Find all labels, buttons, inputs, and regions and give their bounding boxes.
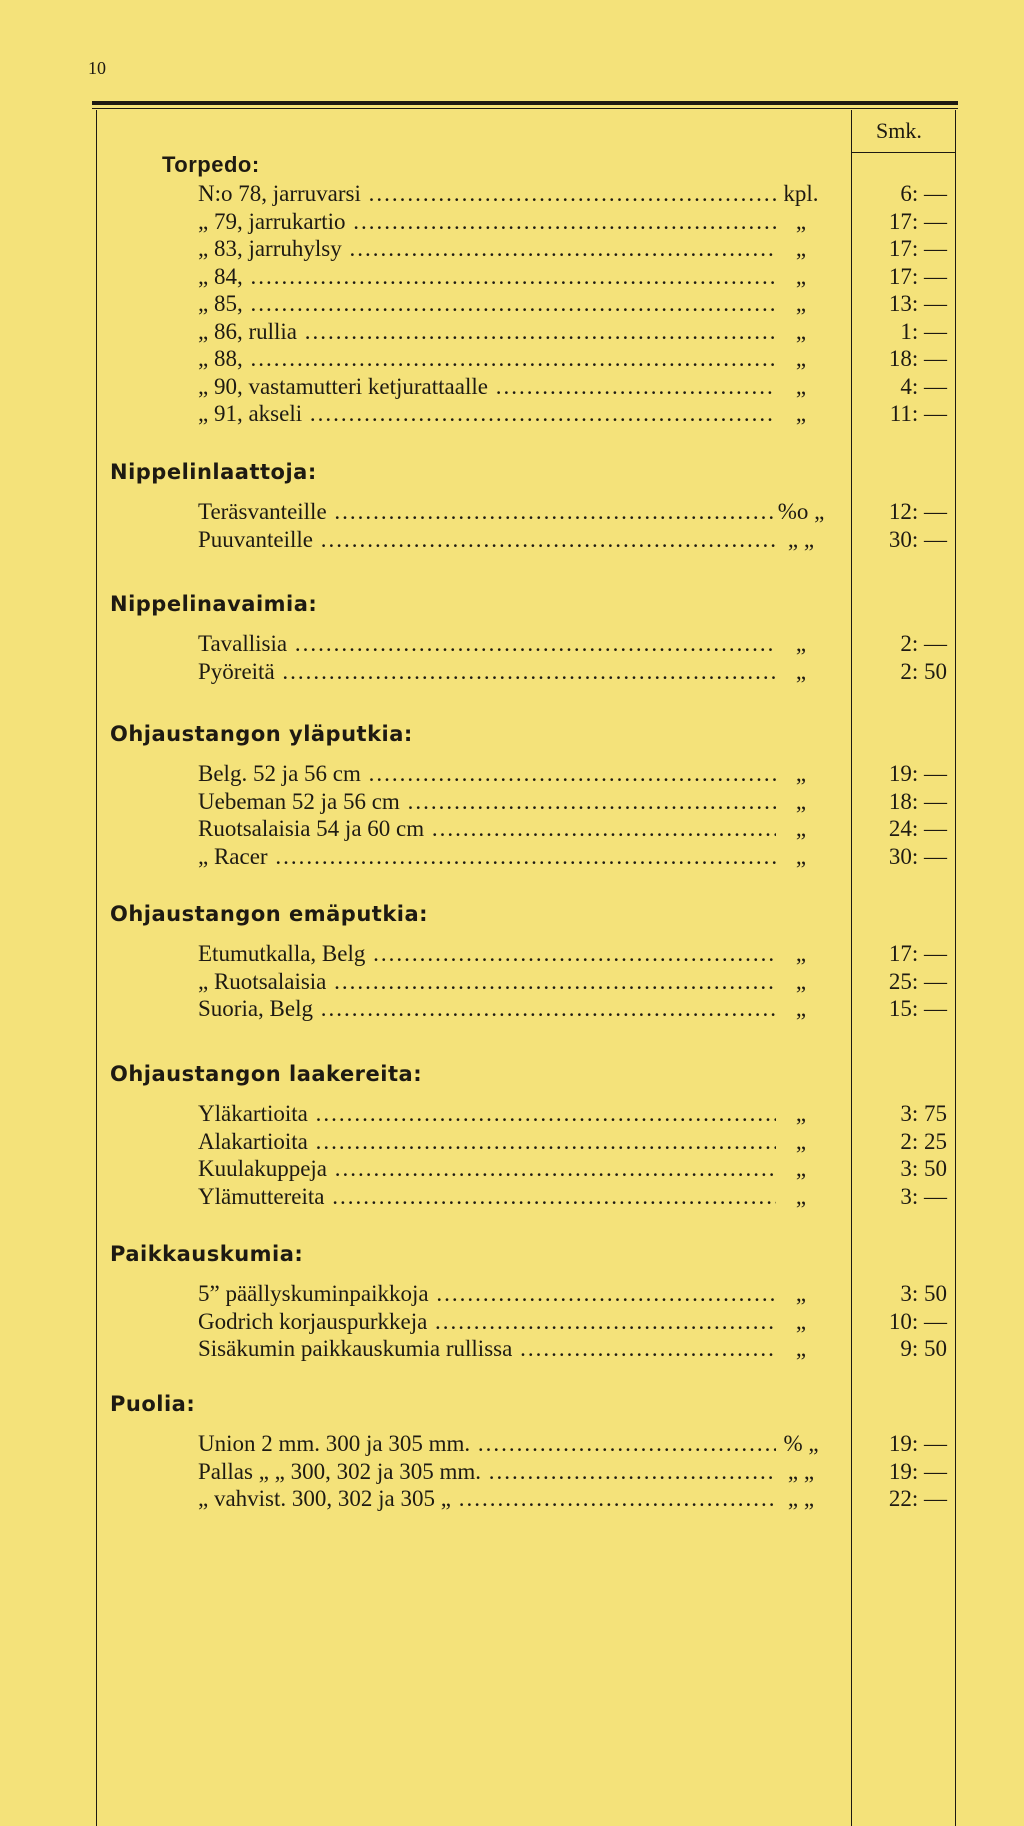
item-price: 1: — xyxy=(900,318,947,344)
item-description: Pallas „ „ 300, 302 ja 305 mm. ..... xyxy=(198,1458,778,1486)
item-price: 17: — xyxy=(888,236,947,261)
price-row xyxy=(0,1155,1024,1183)
section-heading: Ohjaustangon laakereita: xyxy=(110,1062,423,1086)
currency-header-rule xyxy=(851,152,955,153)
price-row xyxy=(0,1458,1024,1486)
item-unit: „ xyxy=(776,1100,826,1128)
item-unit: „ xyxy=(776,290,826,318)
item-price: 17: — xyxy=(888,263,947,289)
item-description: Suoria, Belg ..... xyxy=(198,995,778,1023)
price-row xyxy=(0,1280,1024,1308)
item-unit: % „ xyxy=(776,1430,826,1458)
item-description: Yläkartioita ..... xyxy=(198,1100,778,1128)
price-row xyxy=(0,400,1024,428)
price-row xyxy=(0,290,1024,318)
section-heading: Ohjaustangon yläputkia: xyxy=(110,722,413,746)
price-row xyxy=(0,373,1024,401)
price-row xyxy=(0,263,1024,291)
item-price: 30: — xyxy=(888,526,947,552)
item-price: 18: — xyxy=(888,346,947,371)
item-unit: „ xyxy=(776,658,826,686)
item-description: Ylämuttereita ..... xyxy=(198,1183,778,1211)
top-rule-thin xyxy=(92,108,958,109)
price-row xyxy=(0,526,1024,554)
item-price: 3: — xyxy=(900,1183,947,1209)
item-description: Teräsvanteille ..... xyxy=(198,498,778,526)
item-description: Kuulakuppeja ..... xyxy=(198,1155,778,1183)
item-unit: „ xyxy=(776,630,826,658)
item-price: 15: — xyxy=(888,996,947,1021)
price-row xyxy=(0,1183,1024,1211)
price-row xyxy=(0,788,1024,816)
item-description: „ 91, akseli ..... xyxy=(198,400,778,428)
item-price: 24: — xyxy=(888,816,947,841)
item-description: „ 85, ..... xyxy=(198,290,778,318)
item-price: 3: 50 xyxy=(900,1156,947,1181)
item-description: Puuvanteille ..... xyxy=(198,526,778,554)
price-row xyxy=(0,760,1024,788)
item-price: 19: — xyxy=(888,1431,947,1456)
price-row xyxy=(0,658,1024,686)
item-description: „ 88, ..... xyxy=(198,345,778,373)
item-unit: „ xyxy=(776,400,826,428)
item-description: Belg. 52 ja 56 cm ..... xyxy=(198,760,778,788)
top-rule xyxy=(92,101,958,105)
item-description: Ruotsalaisia 54 ja 60 cm ..... xyxy=(198,815,778,843)
item-unit: „ xyxy=(776,318,826,346)
item-unit: „ xyxy=(776,940,826,968)
section-heading: Ohjaustangon emäputkia: xyxy=(110,902,429,926)
section-heading: Nippelinlaattoja: xyxy=(110,460,317,484)
price-row xyxy=(0,995,1024,1023)
item-price: 19: — xyxy=(888,1458,947,1484)
item-unit: „ xyxy=(776,788,826,816)
item-description: „ vahvist. 300, 302 ja 305 „ ..... xyxy=(198,1485,778,1513)
item-description: „ Racer ..... xyxy=(198,843,778,871)
price-row xyxy=(0,815,1024,843)
item-description: 5” päällyskuminpaikkoja ..... xyxy=(198,1280,778,1308)
section-heading: Puolia: xyxy=(110,1392,196,1416)
page-number: 10 xyxy=(88,58,106,78)
item-description: Sisäkumin paikkauskumia rullissa ..... xyxy=(198,1335,778,1363)
price-row xyxy=(0,1485,1024,1513)
price-row xyxy=(0,940,1024,968)
price-row xyxy=(0,180,1024,208)
section-heading: Torpedo: xyxy=(162,152,260,177)
price-row xyxy=(0,1430,1024,1458)
price-row xyxy=(0,345,1024,373)
item-unit: „ xyxy=(776,843,826,871)
item-unit: „ xyxy=(776,263,826,291)
item-unit: „ xyxy=(776,1128,826,1156)
item-price: 3: 75 xyxy=(900,1101,947,1126)
item-price: 12: — xyxy=(888,499,947,524)
section-heading: Nippelinavaimia: xyxy=(110,592,318,616)
item-unit: „ xyxy=(776,995,826,1023)
item-price: 13: — xyxy=(888,291,947,316)
item-unit: „ „ xyxy=(776,526,826,554)
section-heading: Paikkauskumia: xyxy=(110,1242,304,1266)
item-price: 3: 50 xyxy=(900,1281,947,1306)
item-description: Uebeman 52 ja 56 cm ..... xyxy=(198,788,778,816)
item-price: 11: — xyxy=(889,401,947,426)
item-price: 10: — xyxy=(888,1308,947,1334)
item-price: 25: — xyxy=(888,968,947,994)
item-price: 9: 50 xyxy=(900,1336,947,1361)
price-row xyxy=(0,630,1024,658)
item-unit: „ „ xyxy=(776,1485,826,1513)
item-unit: „ xyxy=(776,235,826,263)
item-price: 2: — xyxy=(900,631,947,656)
price-row xyxy=(0,318,1024,346)
item-unit: „ xyxy=(776,373,826,401)
item-price: 2: 25 xyxy=(900,1128,947,1154)
item-price: 17: — xyxy=(888,941,947,966)
item-unit: „ xyxy=(776,345,826,373)
item-description: Godrich korjauspurkkeja ..... xyxy=(198,1308,778,1336)
item-unit: „ xyxy=(776,760,826,788)
item-unit: „ „ xyxy=(776,1458,826,1486)
price-row xyxy=(0,1100,1024,1128)
currency-header: Smk. xyxy=(876,118,922,143)
item-description: „ 79, jarrukartio ..... xyxy=(198,208,778,236)
item-unit: „ xyxy=(776,968,826,996)
item-description: „ 90, vastamutteri ketjurattaalle ..... xyxy=(198,373,778,401)
item-unit: „ xyxy=(776,1335,826,1363)
price-row xyxy=(0,1128,1024,1156)
price-row xyxy=(0,498,1024,526)
price-row xyxy=(0,968,1024,996)
item-description: Etumutkalla, Belg ..... xyxy=(198,940,778,968)
item-unit: kpl. xyxy=(776,180,826,208)
item-price: 6: — xyxy=(900,181,947,206)
item-price: 18: — xyxy=(888,788,947,814)
item-description: „ 86, rullia ..... xyxy=(198,318,778,346)
item-unit: „ xyxy=(776,1308,826,1336)
item-price: 4: — xyxy=(900,373,947,399)
item-price: 2: 50 xyxy=(900,658,947,684)
item-price: 30: — xyxy=(888,843,947,869)
price-row xyxy=(0,208,1024,236)
item-unit: „ xyxy=(776,815,826,843)
item-unit: „ xyxy=(776,208,826,236)
item-description: N:o 78, jarruvarsi ..... xyxy=(198,180,778,208)
item-price: 17: — xyxy=(888,208,947,234)
price-row xyxy=(0,1308,1024,1336)
price-row xyxy=(0,235,1024,263)
price-row xyxy=(0,843,1024,871)
item-unit: „ xyxy=(776,1183,826,1211)
item-unit: %o „ xyxy=(777,499,825,524)
item-description: Alakartioita ..... xyxy=(198,1128,778,1156)
item-description: „ Ruotsalaisia ..... xyxy=(198,968,778,996)
price-row xyxy=(0,1335,1024,1363)
item-description: „ 84, ..... xyxy=(198,263,778,291)
item-description: Pyöreitä ..... xyxy=(198,658,778,686)
item-unit: „ xyxy=(776,1280,826,1308)
item-unit: „ xyxy=(776,1155,826,1183)
item-price: 22: — xyxy=(888,1486,947,1511)
item-description: Union 2 mm. 300 ja 305 mm. ..... xyxy=(198,1430,778,1458)
item-description: „ 83, jarruhylsy ..... xyxy=(198,235,778,263)
item-description: Tavallisia ..... xyxy=(198,630,778,658)
item-price: 19: — xyxy=(888,761,947,786)
